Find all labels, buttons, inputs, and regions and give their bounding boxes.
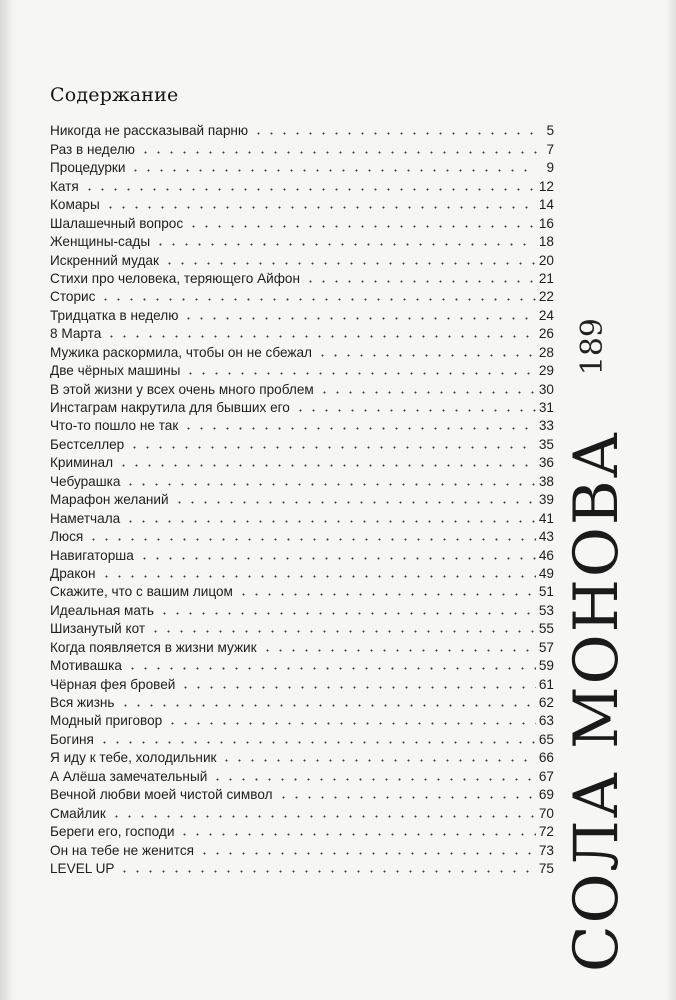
dot-leader — [110, 815, 536, 818]
toc-entry-title: Он на тебе не женится — [50, 842, 194, 858]
toc-entry-page: 65 — [538, 731, 554, 747]
toc-entry-title: Стихи про человека, теряющего Айфон — [50, 270, 300, 286]
dot-leader — [128, 446, 536, 449]
toc-entry-page: 22 — [538, 289, 554, 305]
dot-leader — [124, 520, 536, 523]
toc-entry — [50, 545, 554, 563]
dot-leader — [252, 132, 537, 135]
toc-entry — [50, 139, 554, 157]
dot-leader — [178, 833, 535, 836]
toc-entry-page: 46 — [538, 547, 554, 563]
dot-leader — [184, 372, 536, 375]
toc-entry-title: Инстаграм накрутила для бывших его — [50, 400, 290, 415]
toc-entry — [50, 434, 554, 452]
dot-leader — [126, 667, 536, 670]
toc-entry-title: Скажите, что с вашим лицом — [50, 584, 233, 600]
toc-entry-page: 31 — [538, 400, 554, 415]
toc-entry-page: 51 — [538, 584, 554, 600]
toc-entry — [50, 766, 554, 784]
toc-entry-page: 59 — [538, 658, 554, 674]
toc-entry — [50, 342, 554, 360]
toc-entry — [50, 398, 554, 416]
dot-leader — [129, 169, 537, 172]
dot-leader — [316, 354, 536, 357]
toc-entry-page: 70 — [538, 805, 554, 821]
dot-leader — [182, 317, 535, 320]
dot-leader — [118, 870, 535, 873]
dot-leader — [166, 722, 536, 725]
toc-entry-page: 67 — [538, 768, 554, 784]
toc-entry-title: Богиня — [50, 731, 94, 747]
toc-entry-title: Мужика раскормила, чтобы он не сбежал — [50, 344, 312, 360]
toc-entry-page: 24 — [538, 307, 554, 323]
toc-entry — [50, 287, 554, 305]
dot-leader — [294, 409, 536, 412]
dot-leader — [104, 206, 536, 209]
page-edge-shadow-right — [666, 0, 676, 1000]
toc-entry-title: Никогда не рассказывай парню — [50, 123, 249, 139]
toc-entry-page: 66 — [538, 750, 554, 766]
toc-entry — [50, 527, 554, 545]
toc-entry-title: Я иду к тебе, холодильник — [50, 750, 217, 766]
dot-leader — [304, 280, 536, 283]
dot-leader — [124, 483, 535, 486]
toc-entry-page: 28 — [538, 344, 554, 360]
toc-entry — [50, 748, 554, 766]
toc-entry-title: Криминал — [50, 455, 114, 471]
dot-leader — [98, 741, 536, 744]
toc-entry-page: 72 — [538, 824, 554, 840]
running-title-author: СОЛА МОНОВА — [561, 430, 632, 972]
toc-entry-title: А Алёша замечательный — [50, 768, 208, 784]
toc-entry — [50, 637, 554, 655]
toc-entry — [50, 490, 554, 508]
dot-leader — [237, 593, 536, 596]
toc-entry-title: Когда появляется в жизни мужик — [50, 639, 257, 655]
toc-entry-page: 75 — [538, 860, 554, 876]
toc-entry-page: 36 — [538, 455, 554, 471]
toc-entry-title: Бестселлер — [50, 436, 125, 452]
toc-entry-page: 9 — [546, 160, 554, 176]
toc-entry — [50, 453, 554, 471]
toc-entry — [50, 840, 554, 858]
toc-entry — [50, 195, 554, 213]
toc-entry-title: LEVEL UP — [50, 860, 115, 876]
toc-entry-title: Тридцатка в неделю — [50, 307, 179, 323]
dot-leader — [220, 759, 535, 762]
toc-entry — [50, 822, 554, 840]
toc-entry-title: Сторис — [50, 289, 96, 305]
toc-entry-page: 41 — [538, 510, 554, 526]
toc-entry — [50, 729, 554, 747]
dot-leader — [83, 188, 536, 191]
dot-leader — [149, 630, 536, 633]
toc-entry-page: 16 — [538, 215, 554, 231]
toc-entry-title: Вся жизнь — [50, 695, 115, 710]
toc-entry — [50, 324, 554, 342]
toc-entry-title: Идеальная мать — [50, 602, 154, 618]
dot-leader — [158, 612, 536, 615]
toc-entry — [50, 508, 554, 526]
toc-entry-title: Марафон желаний — [50, 492, 169, 508]
dot-leader — [182, 427, 536, 430]
toc-entry — [50, 305, 554, 323]
toc-entry-page: 38 — [538, 473, 554, 489]
toc-entry-title: Шизанутый кот — [50, 621, 146, 637]
toc-entry-page: 30 — [538, 381, 554, 397]
toc-entry-page: 69 — [538, 787, 554, 803]
toc-entry — [50, 619, 554, 637]
toc-entry-title: Модный приговор — [50, 713, 163, 729]
dot-leader — [163, 262, 536, 265]
toc-entry-page: 57 — [538, 639, 554, 655]
toc-entry-title: 8 Марта — [50, 326, 102, 342]
toc-entry-page: 53 — [538, 602, 554, 618]
toc-entry-title: Раз в неделю — [50, 141, 135, 157]
toc-entry-page: 73 — [538, 842, 554, 858]
dot-leader — [318, 391, 536, 394]
toc-entry — [50, 269, 554, 287]
toc-entry — [50, 232, 554, 250]
toc-entry-page: 20 — [538, 252, 554, 268]
dot-leader — [187, 225, 536, 228]
toc-entry — [50, 711, 554, 729]
toc-entry-page: 33 — [538, 418, 554, 434]
toc-entry-title: Чёрная фея бровей — [50, 676, 176, 692]
toc-entry-title: Мотивашка — [50, 658, 122, 674]
toc-entry — [50, 213, 554, 231]
dot-leader — [179, 686, 535, 689]
toc-entry — [50, 785, 554, 803]
dot-leader — [100, 575, 536, 578]
toc-entry-page: 14 — [538, 197, 554, 213]
dot-leader — [138, 557, 536, 560]
toc-entry-title: Шалашечный вопрос — [50, 215, 184, 231]
dot-leader — [154, 243, 536, 246]
toc-entry — [50, 600, 554, 618]
toc-entry-title: Чебурашка — [50, 473, 121, 489]
toc-entry-title: Две чёрных машины — [50, 363, 181, 379]
dot-leader — [277, 796, 536, 799]
toc-entry-title: Навигаторша — [50, 547, 134, 563]
toc-entry-title: Люся — [50, 529, 84, 545]
toc-entry-page: 63 — [538, 713, 554, 729]
toc-entry — [50, 803, 554, 821]
toc-entry — [50, 471, 554, 489]
toc-entry — [50, 674, 554, 692]
toc-entry — [50, 379, 554, 397]
toc-entry-page: 5 — [546, 123, 554, 139]
toc-entry-title: Смайлик — [50, 805, 106, 821]
toc-entry-page: 7 — [546, 141, 554, 157]
dot-leader — [87, 538, 536, 541]
toc-entry-title: Наметчала — [50, 510, 121, 526]
toc-entry-page: 43 — [538, 529, 554, 545]
toc-entry — [50, 121, 554, 139]
toc-entry-page: 18 — [538, 234, 554, 250]
dot-leader — [139, 151, 537, 154]
dot-leader — [105, 335, 536, 338]
toc-entry — [50, 416, 554, 434]
toc-entry-page: 62 — [538, 695, 554, 710]
toc-entry-title: Береги его, господи — [50, 824, 175, 840]
toc-entry — [50, 582, 554, 600]
toc-entry-title: Искренний мудак — [50, 252, 159, 268]
toc-entry — [50, 361, 554, 379]
toc-entry-title: Женщины-сады — [50, 234, 151, 250]
dot-leader — [173, 501, 536, 504]
toc-entry — [50, 176, 554, 194]
dot-leader — [211, 778, 536, 781]
dot-leader — [198, 852, 536, 855]
toc-entry-title: Катя — [50, 178, 79, 194]
page-edge-shadow — [0, 0, 14, 1000]
toc-entry — [50, 693, 554, 711]
toc-entry-title: Вечной любви моей чистой символ — [50, 787, 273, 803]
toc-entry-page: 55 — [538, 621, 554, 637]
toc-entry-title: В этой жизни у всех очень много проблем — [50, 381, 314, 397]
toc-entry-title: Дракон — [50, 565, 96, 581]
dot-leader — [119, 704, 536, 707]
dot-leader — [117, 464, 536, 467]
toc-entry — [50, 859, 554, 877]
dot-leader — [261, 649, 536, 652]
toc-entry-page: 21 — [538, 270, 554, 286]
toc-heading: Содержание — [50, 84, 179, 106]
toc-entry — [50, 564, 554, 582]
toc-entry-page: 39 — [538, 492, 554, 508]
table-of-contents — [50, 121, 554, 877]
dot-leader — [99, 298, 535, 301]
toc-entry-page: 35 — [538, 436, 554, 452]
toc-entry-page: 49 — [538, 565, 554, 581]
toc-entry-title: Комары — [50, 197, 100, 213]
toc-entry-page: 29 — [538, 363, 554, 379]
page-number: 189 — [575, 318, 610, 376]
toc-entry — [50, 656, 554, 674]
toc-entry-page: 61 — [538, 676, 554, 692]
toc-entry — [50, 158, 554, 176]
toc-entry-title: Процедурки — [50, 160, 126, 176]
toc-entry-page: 26 — [538, 326, 554, 342]
toc-entry-page: 12 — [538, 178, 554, 194]
toc-entry-title: Что-то пошло не так — [50, 418, 179, 434]
toc-entry — [50, 250, 554, 268]
